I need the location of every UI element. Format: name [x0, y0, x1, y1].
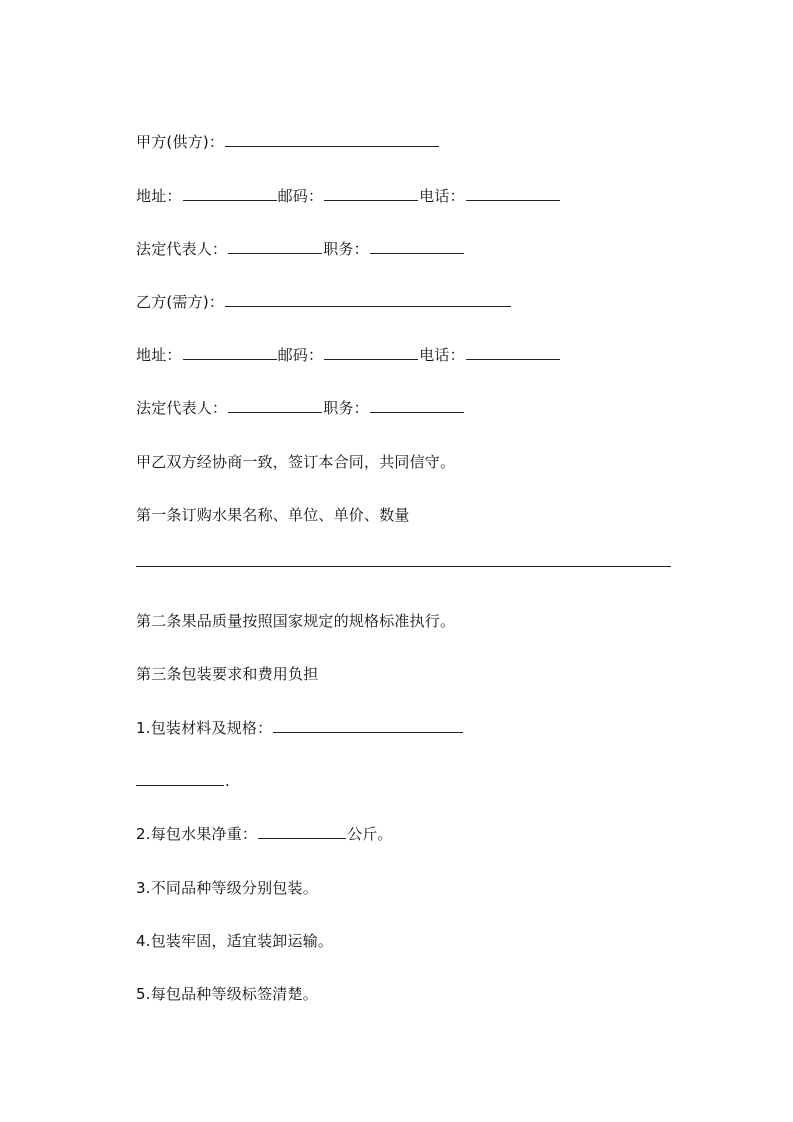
party-a-legal-rep-blank: [228, 239, 322, 254]
article-3-item-2: [136, 824, 393, 844]
party-a-position-label: 职务：: [323, 240, 369, 258]
party-b-address-blank: [183, 345, 277, 360]
party-a-contact-line: [136, 186, 561, 206]
party-a-phone-blank: [466, 186, 560, 201]
party-a-label: 甲方(供方)：: [136, 133, 225, 151]
article-3-item-1-continued: [136, 771, 230, 791]
party-a-postcode-label: 邮码：: [277, 187, 324, 205]
party-b-legal-rep-label: 法定代表人：: [136, 399, 228, 417]
party-b-rep-line: [136, 398, 465, 418]
party-b-legal-rep-blank: [228, 398, 322, 413]
party-a-line: [136, 132, 440, 152]
party-b-postcode-label: 邮码：: [277, 346, 324, 364]
party-a-postcode-blank: [324, 186, 418, 201]
article-3-item-2-blank: [258, 824, 346, 839]
party-b-label: 乙方(需方)：: [136, 293, 225, 311]
article-1-blank: [136, 552, 671, 567]
article-3-item-1-end: .: [225, 772, 230, 790]
party-a-blank: [225, 132, 439, 147]
article-1-table-line: [136, 552, 672, 572]
article-3-item-2-label: 2.每包水果净重：: [136, 825, 258, 843]
article-2: 第二条果品质量按照国家规定的规格标准执行。: [136, 612, 456, 630]
party-a-address-label: 地址：: [136, 187, 182, 205]
article-3-item-1-label: 1.包装材料及规格：: [136, 719, 273, 737]
article-3-item-2-unit: 公斤。: [347, 825, 393, 843]
party-b-position-label: 职务：: [323, 399, 369, 417]
article-3-item-1-blank: [273, 718, 463, 733]
party-b-phone-blank: [466, 345, 560, 360]
party-a-address-blank: [183, 186, 277, 201]
party-b-contact-line: [136, 345, 561, 365]
party-a-phone-label: 电话：: [419, 187, 465, 205]
agreement-statement: 甲乙双方经协商一致，签订本合同，共同信守。: [136, 453, 456, 471]
party-b-phone-label: 电话：: [419, 346, 465, 364]
party-b-position-blank: [370, 398, 464, 413]
party-a-position-blank: [370, 239, 464, 254]
party-b-address-label: 地址：: [136, 346, 182, 364]
article-3-item-4: 4.包装牢固，适宜装卸运输。: [136, 932, 334, 950]
article-1-title: 第一条订购水果名称、单位、单价、数量: [136, 506, 410, 524]
party-a-legal-rep-label: 法定代表人：: [136, 240, 228, 258]
party-b-blank: [225, 292, 511, 307]
article-3-item-5: 5.每包品种等级标签清楚。: [136, 985, 318, 1003]
article-3-item-3: 3.不同品种等级分别包装。: [136, 879, 318, 897]
party-b-line: [136, 292, 512, 312]
party-b-postcode-blank: [324, 345, 418, 360]
party-a-rep-line: [136, 239, 465, 259]
article-3-title: 第三条包装要求和费用负担: [136, 665, 319, 683]
article-3-item-1-continued-blank: [136, 771, 224, 786]
article-3-item-1: [136, 718, 464, 738]
